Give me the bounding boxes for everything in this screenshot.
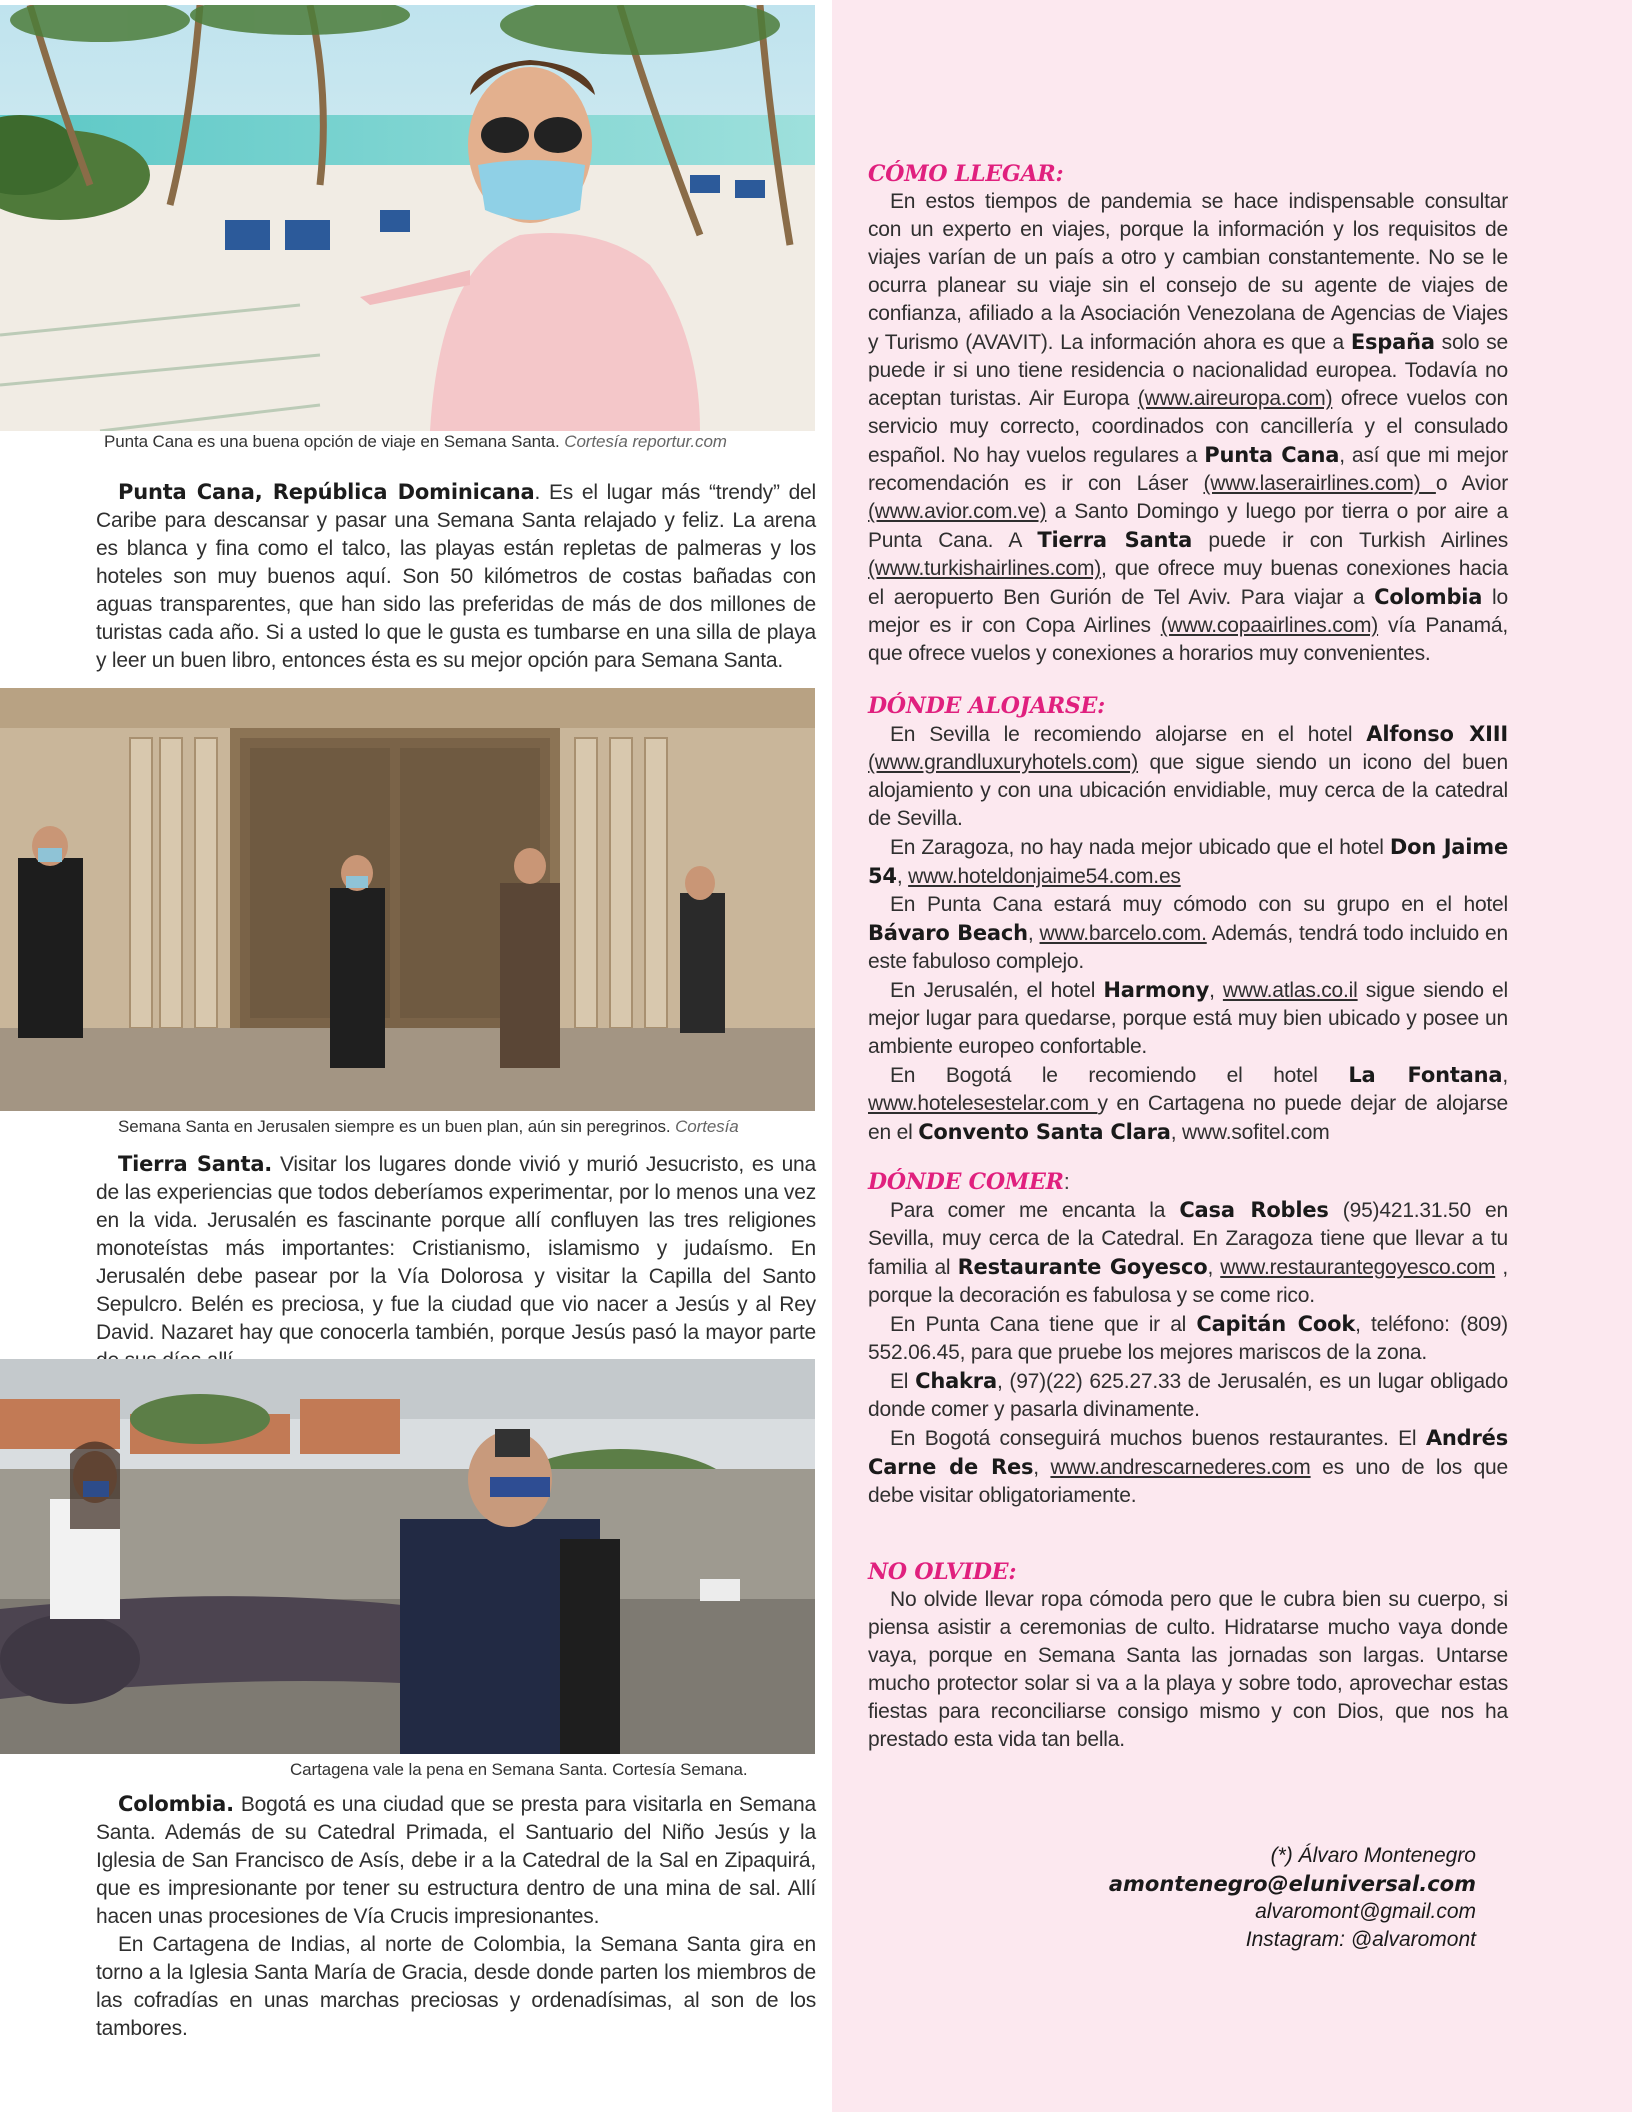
text-run: a Santo Domingo y luego por tierra o por aire a Punta Cana. A: [868, 500, 1508, 552]
photo-caption-punta-cana: [104, 432, 727, 452]
text-run: ,: [1502, 1064, 1508, 1087]
section-lead: Tierra Santa.: [118, 1152, 273, 1176]
bold-run: Capitán Cook: [1196, 1312, 1356, 1336]
text-run: sigue siendo el mejor lugar para quedarse, porque está muy bien ubicado y posee un ambiente europeo confortable.: [868, 979, 1508, 1058]
atlas-link[interactable]: www.atlas.co.il: [1222, 979, 1358, 1002]
text-run: En Bogotá conseguirá muchos buenos restaurantes. El: [890, 1427, 1426, 1450]
heading-text: DÓNDE COMER: [868, 1169, 1064, 1195]
text-run: ,: [1033, 1456, 1051, 1479]
section-no-olvide: [868, 1558, 1508, 1754]
text-run: En Bogotá le recomiendo el hotel: [890, 1064, 1349, 1087]
section-text: . Es el lugar más “trendy” del Caribe para descansar y pasar una Semana Santa relajado y feliz. La arena es blanca y fina como el talco, las playas están repletas de palmeras y los hoteles son muy buenos aquí. Son 50 kilómetros de costas bañadas con aguas transparentes, que han sido las preferidas de más de dos millones de turistas cada año. Si a usted lo que le gusta es tumbarse en una silla de playa y leer un buen libro, entonces ésta es su mejor opción para Semana Santa.: [96, 481, 816, 672]
bold-run: Andrés Carne de Res: [868, 1426, 1508, 1479]
author-instagram[interactable]: Instagram: @alvaromont: [1245, 1928, 1476, 1951]
section-donde-alojarse: [868, 692, 1508, 1147]
hotelesestelar-link[interactable]: www.hotelesestelar.com: [868, 1092, 1098, 1115]
section-lead: Colombia.: [118, 1792, 234, 1816]
text-run: ,: [1209, 979, 1223, 1002]
bold-run: Restaurante Goyesco: [957, 1255, 1208, 1279]
barcelo-link[interactable]: www.barcelo.com.: [1039, 922, 1207, 945]
grandluxuryhotels-link[interactable]: (www.grandluxuryhotels.com): [868, 751, 1139, 774]
avior-link[interactable]: (www.avior.com.ve): [868, 500, 1047, 523]
text-run: El: [890, 1370, 916, 1393]
caption-credit: Cortesía: [675, 1117, 739, 1136]
author-email-1[interactable]: amontenegro@eluniversal.com: [1108, 1872, 1476, 1896]
text-run: o Avior: [1435, 472, 1508, 495]
bold-run: Convento Santa Clara: [918, 1120, 1171, 1144]
caption-text: Semana Santa en Jerusalen siempre es un buen plan, aún sin peregrinos.: [118, 1117, 676, 1136]
author-signature: [1109, 1842, 1476, 1954]
text-run: , teléfono: (809) 552.06.45, para que pruebe los mejores mariscos de la zona.: [868, 1313, 1508, 1364]
text-run: lo mejor es ir con Copa Airlines: [868, 586, 1508, 637]
text-run: solo se puede ir si uno tiene residencia o nacionalidad europea. Todavía no aceptan turistas. Air Europa: [868, 331, 1508, 410]
bold-run: Bávaro Beach: [868, 921, 1028, 945]
bold-run: Don Jaime 54: [868, 835, 1508, 888]
laserairlines-link[interactable]: (www.laserairlines.com): [1203, 472, 1436, 495]
caption-text: Punta Cana es una buena opción de viaje en Semana Santa.: [104, 432, 565, 451]
section-heading: DÓNDE ALOJARSE:: [868, 693, 1106, 719]
jerusalem-photo: [0, 688, 815, 1111]
caption-text: Cartagena vale la pena en Semana Santa. Cortesía Semana.: [290, 1760, 748, 1779]
section-colombia: [96, 1790, 816, 2043]
cartagena-photo: [0, 1359, 815, 1754]
text-run: En Punta Cana tiene que ir al: [890, 1313, 1197, 1336]
section-text: Visitar los lugares donde vivió y murió Jesucristo, es una de las experiencias que todos deberíamos experimentar, por lo menos una vez en la vida. Jerusalén es fascinante porque allí confluyen las tres religiones monoteístas más importantes: Cristianismo, islamismo y judaísmo. En Jerusalén debe pasear por la Vía Dolorosa y visitar la Capilla del Santo Sepulcro. Belén es preciosa, y fue la ciudad que vio nacer a Jesús y al Rey David. Nazaret hay que conocerla también, porque Jesús pasó la mayor parte: [96, 1153, 817, 1344]
punta-cana-photo: [0, 5, 815, 431]
text-run: , (97)(22) 625.27.33 de Jerusalén, es un lugar obligado donde comer y pasarla divinamente.: [868, 1370, 1508, 1421]
text-run: y en Cartagena no puede dejar de alojarse en el: [868, 1092, 1508, 1144]
section-heading: CÓMO LLEGAR:: [868, 161, 1064, 187]
text-run: ,: [1027, 922, 1040, 945]
text-run: En Punta Cana estará muy cómodo con su grupo en el hotel: [890, 893, 1508, 916]
photo-caption-cartagena: [290, 1760, 747, 1780]
text-run: En Jerusalén, el hotel: [890, 979, 1104, 1002]
bold-run: Harmony: [1103, 978, 1210, 1002]
section-text: Bogotá es una ciudad que se presta para visitarla en Semana Santa. Además de su Catedral Primada, el Santuario del Niño Jesús y la Iglesia de San Francisco de Asís, debe ir a la Catedral de la Sal en Zipaquirá, que es impresionante por tener su estructura dentro de una mina de sal. Allí hacen unas procesiones de Vía Crucis impresionantes.: [96, 1793, 816, 1928]
text-run: , así que mi mejor recomendación es ir con Láser: [868, 444, 1508, 495]
caption-credit: Cortesía reportur.com: [564, 432, 727, 451]
section-lead: Punta Cana, República Dominicana: [118, 480, 535, 504]
section-tierra-santa: [96, 1150, 816, 1375]
section-heading: [868, 1168, 1508, 1196]
aireuropa-link[interactable]: (www.aireuropa.com): [1137, 387, 1333, 410]
andrescarnederes-link[interactable]: www.andrescarnederes.com: [1050, 1456, 1311, 1479]
bold-run: España: [1350, 330, 1435, 354]
section-donde-comer: [868, 1168, 1508, 1510]
bold-run: La Fontana: [1348, 1063, 1503, 1087]
text-run: Además, tendrá todo incluido en este fabuloso complejo.: [868, 922, 1508, 973]
turkishairlines-link[interactable]: (www.turkishairlines.com): [868, 557, 1102, 580]
bold-run: Punta Cana: [1204, 443, 1340, 467]
text-run: ,: [1207, 1256, 1221, 1279]
text-run: que sigue siendo un icono del buen alojamiento y con una ubicación envidiable, muy cerca de la catedral de Sevilla.: [868, 751, 1508, 830]
section-heading: NO OLVIDE:: [868, 1559, 1017, 1585]
author-email-2[interactable]: alvaromont@gmail.com: [1255, 1900, 1476, 1923]
text-run: ,: [896, 865, 909, 888]
text-run: , www.sofitel.com: [1170, 1121, 1330, 1144]
text-run: En Sevilla le recomiendo alojarse en el hotel: [890, 723, 1367, 746]
bold-run: Alfonso XIII: [1366, 722, 1508, 746]
section-punta-cana: [96, 478, 816, 675]
text-run: ofrece vuelos con servicio muy correcto, coordinados con cancillería y el consulado español. No hay vuelos regulares a: [868, 387, 1508, 467]
bold-run: Colombia: [1374, 585, 1483, 609]
copaairlines-link[interactable]: (www.copaairlines.com): [1160, 614, 1379, 637]
text-run: En Zaragoza, no hay nada mejor ubicado que el hotel: [890, 836, 1390, 859]
text-run: (95)421.31.50 en Sevilla, muy cerca de la Catedral. En Zaragoza tiene que llevar a tu familia al: [868, 1199, 1509, 1279]
text-run: puede ir con Turkish Airlines: [1192, 529, 1509, 552]
text-run: En estos tiempos de pandemia se hace indispensable consultar con un experto en viajes, porque la información y los requisitos de viajes varían de un país a otro y cambian constantemente. No se le ocurra planear su viaje sin el consejo de su agente de viajes de confianza, afiliado a la Asociación Venezolana de Agencias de Viajes y Turismo (AVAVIT). La información ahora es que a: [868, 190, 1508, 354]
bold-run: Tierra Santa: [1037, 528, 1193, 552]
text-run: , porque la decoración es fabulosa y se come rico.: [868, 1256, 1508, 1307]
author-name: (*) Álvaro Montenegro: [1270, 1844, 1476, 1867]
section-text: No olvide llevar ropa cómoda pero que le cubra bien su cuerpo, si piensa asistir a ceremonias de culto. Hidratarse mucho vaya donde vaya, porque en Semana Santa las jornadas son largas. Untarse mucho protector solar si va a la playa y sobre todo, aprovechar estas fiestas para reconciliarse consigo mismo y con Dios, que nos ha prestado esta vida tan bella.: [868, 1588, 1508, 1751]
text-run: vía Panamá, que ofrece vuelos y conexiones a horarios muy convenientes.: [868, 614, 1508, 665]
photo-caption-jerusalem: [118, 1117, 739, 1137]
restaurantegoyesco-link[interactable]: www.restaurantegoyesco.com: [1220, 1256, 1496, 1279]
section-como-llegar: [868, 160, 1508, 668]
bold-run: Chakra: [915, 1369, 997, 1393]
section-paragraph: En Cartagena de Indias, al norte de Colombia, la Semana Santa gira en torno a la Iglesia Santa María de Gracia, desde donde parten los miembros de las cofradías en unas marchas preciosas y ordenadísimas, al son de los tambores.: [96, 1933, 816, 2040]
bold-run: Casa Robles: [1179, 1198, 1329, 1222]
heading-colon: :: [1063, 1169, 1070, 1194]
hoteldonjaime-link[interactable]: www.hoteldonjaime54.com.es: [908, 865, 1181, 888]
text-run: , que ofrece muy buenas conexiones hacia el aeropuerto Ben Gurión de Tel Aviv. Para viajar a: [868, 557, 1508, 609]
text-run: es uno de los que debe visitar obligatoriamente.: [868, 1456, 1509, 1507]
text-run: Para comer me encanta la: [890, 1199, 1180, 1222]
